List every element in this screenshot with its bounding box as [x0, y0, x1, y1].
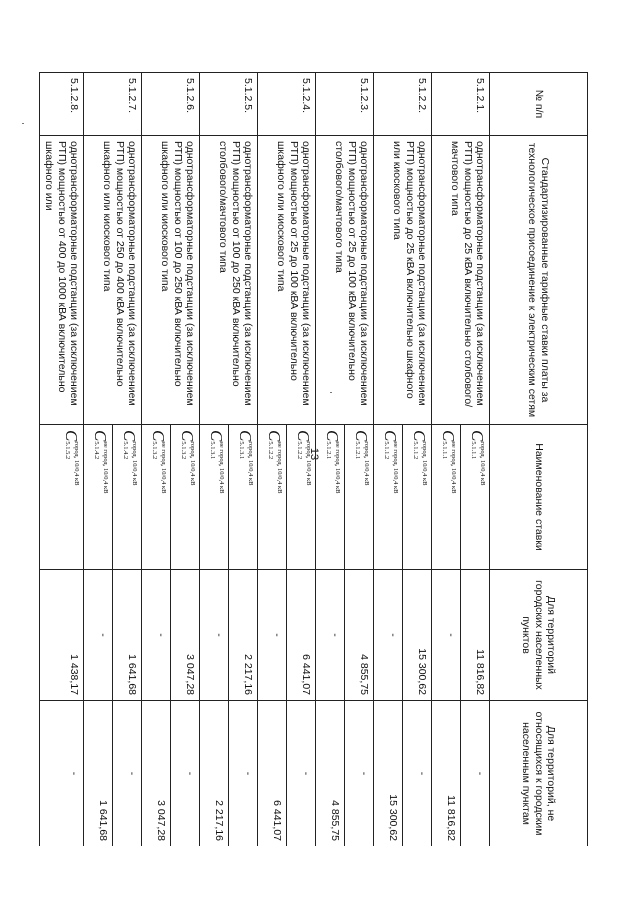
rate-symbol: C	[410, 430, 429, 442]
non-urban-value: 4 855,75	[316, 701, 345, 847]
non-urban-value: 11 816,82	[432, 701, 461, 847]
row-description: однотрансформаторные подстанции (за исключением РТП) мощностью от 100 до 250 кВА включительно столбового/мачтового типа	[200, 136, 258, 425]
rate-superscript: не город, 10/0,4 кВ	[333, 441, 341, 494]
rate-indices	[266, 441, 282, 493]
urban-value: 15 300,62	[403, 570, 432, 701]
row-description: однотрансформаторные подстанции (за исключением РТП) мощностью от 25 до 100 кВА включительно шкафного или киоскового типа	[258, 136, 316, 425]
rate-symbol: C	[236, 430, 255, 442]
rate-indices	[121, 441, 137, 485]
rate-formula	[287, 425, 316, 570]
rate-symbol: C	[149, 430, 168, 442]
header-rate-name: Наименование ставки	[490, 425, 588, 570]
row-number: 5.1.2.7.	[84, 73, 142, 136]
non-urban-value: 1 641,68	[84, 701, 113, 847]
table-row	[39, 73, 83, 847]
rate-superscript: город, 10/0,4 кВ	[304, 441, 312, 486]
rate-superscript: город, 10/0,4 кВ	[420, 441, 428, 486]
rate-indices	[411, 441, 427, 485]
non-urban-value: -	[461, 701, 490, 847]
rate-indices	[63, 441, 79, 485]
rate-subscript: 5.1.1.1	[470, 441, 478, 460]
table-body	[39, 73, 489, 847]
rate-subscript: 5.1.5.2	[64, 441, 72, 460]
rate-symbol: C	[381, 430, 400, 442]
rate-symbol: C	[468, 430, 487, 442]
rate-superscript: город, 10/0,4 кВ	[188, 441, 196, 486]
row-number: 5.1.2.2.	[374, 73, 432, 136]
non-urban-value: 3 047,28	[142, 701, 171, 847]
row-description: однотрансформаторные подстанции (за исключением РТП) мощностью до 25 кВА включительно столбового/мачтового типа	[432, 136, 490, 425]
rate-formula	[39, 425, 83, 570]
rate-indices	[324, 441, 340, 493]
row-number: 5.1.2.6.	[142, 73, 200, 136]
rate-formula	[403, 425, 432, 570]
table-row	[229, 73, 258, 847]
non-urban-value: -	[39, 701, 83, 847]
row-description: однотрансформаторные подстанции (за исключением РТП) мощностью от 100 до 250 кВА включительно шкафного или киоскового типа	[142, 136, 200, 425]
rate-symbol: C	[120, 430, 139, 442]
non-urban-value: -	[345, 701, 374, 847]
non-urban-value: -	[229, 701, 258, 847]
page-number: 13	[308, 447, 321, 461]
table-row	[345, 73, 374, 847]
header-non-urban: Для территорий, не относящихся к городским населенным пунктам	[490, 701, 588, 847]
rate-symbol: C	[91, 430, 110, 442]
urban-value: 6 441,07	[287, 570, 316, 701]
non-urban-value: 2 217,16	[200, 701, 229, 847]
rate-symbol: C	[178, 430, 197, 442]
non-urban-value: 6 441,07	[258, 701, 287, 847]
non-urban-value: 15 300,62	[374, 701, 403, 847]
rate-superscript: город, 10/0,4 кВ	[130, 441, 138, 486]
header-description: Стандартизированные тарифные ставки платы за технологическое присоединение к электрическим сетям	[490, 136, 588, 425]
rate-superscript: не город, 10/0,4 кВ	[101, 441, 109, 494]
rate-symbol: C	[265, 430, 284, 442]
rate-symbol: C	[439, 430, 458, 442]
rate-formula	[200, 425, 229, 570]
header-urban: Для территорий городских населенных пунктов	[490, 570, 588, 701]
header-number: № п/п	[490, 73, 588, 136]
row-number: 5.1.2.1.	[432, 73, 490, 136]
rate-symbol: C	[207, 430, 226, 442]
row-number: 5.1.2.8.	[39, 73, 83, 136]
rate-superscript: не город, 10/0,4 кВ	[217, 441, 225, 494]
urban-value: -	[374, 570, 403, 701]
urban-value: 4 855,75	[345, 570, 374, 701]
rate-subscript: 5.1.4.2	[93, 441, 101, 460]
row-description: однотрансформаторные подстанции (за исключением РТП) мощностью от 25 до 100 кВА включительно столбового/мачтового типа	[316, 136, 374, 425]
rate-formula	[171, 425, 200, 570]
rate-subscript: 5.1.3.2	[180, 441, 188, 460]
rate-formula	[345, 425, 374, 570]
rate-subscript: 5.1.1.2	[383, 441, 391, 460]
row-number: 5.1.2.5.	[200, 73, 258, 136]
urban-value: 11 816,82	[461, 570, 490, 701]
rate-subscript: 5.1.2.2	[267, 441, 275, 460]
table-row	[287, 73, 316, 847]
rate-symbol: C	[62, 430, 81, 442]
non-urban-value: -	[287, 701, 316, 847]
table-row	[461, 73, 490, 847]
rate-formula	[84, 425, 113, 570]
urban-value: -	[432, 570, 461, 701]
rate-subscript: 5.1.2.1	[325, 441, 333, 460]
rate-indices	[353, 441, 369, 485]
table-row	[403, 73, 432, 847]
rate-formula	[229, 425, 258, 570]
rate-formula	[432, 425, 461, 570]
rate-subscript: 5.1.2.1	[354, 441, 362, 460]
urban-value: -	[84, 570, 113, 701]
table-row	[113, 73, 142, 847]
rate-indices	[179, 441, 195, 485]
rate-indices	[150, 441, 166, 493]
tariff-rates-table	[39, 72, 588, 846]
row-description: однотрансформаторные подстанции (за исключением РТП) мощностью от 400 до 1000 кВА включительно шкафного или	[39, 136, 83, 425]
rate-indices	[469, 441, 485, 485]
scan-mark	[22, 123, 24, 124]
rate-superscript: не город, 10/0,4 кВ	[159, 441, 167, 494]
rate-subscript: 5.1.3.1	[209, 441, 217, 460]
rate-superscript: не город, 10/0,4 кВ	[275, 441, 283, 494]
rate-subscript: 5.1.4.2	[122, 441, 130, 460]
rate-superscript: не город, 10/0,4 кВ	[391, 441, 399, 494]
rate-formula	[258, 425, 287, 570]
rate-subscript: 5.1.1.1	[441, 441, 449, 460]
rate-symbol: C	[323, 430, 342, 442]
rate-formula	[461, 425, 490, 570]
non-urban-value: -	[113, 701, 142, 847]
row-description: однотрансформаторные подстанции (за исключением РТП) мощностью от 250 до 400 кВА включительно шкафного или киоскового типа	[84, 136, 142, 425]
urban-value: -	[258, 570, 287, 701]
table-row	[171, 73, 200, 847]
rate-subscript: 5.1.3.2	[151, 441, 159, 460]
row-description: однотрансформаторные подстанции (за исключением РТП) мощностью до 25 кВА включительно шкафного или киоскового типа	[374, 136, 432, 425]
table-viewport	[33, 72, 588, 846]
rate-formula	[113, 425, 142, 570]
non-urban-value: -	[403, 701, 432, 847]
rate-formula	[142, 425, 171, 570]
rate-superscript: город, 10/0,4 кВ	[72, 441, 80, 486]
rate-indices	[295, 441, 311, 485]
urban-value: -	[200, 570, 229, 701]
urban-value: -	[142, 570, 171, 701]
row-number: 5.1.2.3.	[316, 73, 374, 136]
non-urban-value: -	[171, 701, 200, 847]
rate-superscript: не город, 10/0,4 кВ	[449, 441, 457, 494]
rate-subscript: 5.1.3.1	[238, 441, 246, 460]
rate-indices	[440, 441, 456, 493]
rate-symbol: C	[294, 430, 313, 442]
urban-value: 2 217,16	[229, 570, 258, 701]
row-number: 5.1.2.4.	[258, 73, 316, 136]
urban-value: 1 641,68	[113, 570, 142, 701]
rate-symbol: C	[352, 430, 371, 442]
rate-indices	[208, 441, 224, 493]
rate-formula	[316, 425, 345, 570]
rate-indices	[382, 441, 398, 493]
rate-subscript: 5.1.2.2	[296, 441, 304, 460]
rate-indices	[237, 441, 253, 485]
rotated-table-container	[33, 72, 588, 846]
rate-superscript: город, 10/0,4 кВ	[246, 441, 254, 486]
rate-indices	[92, 441, 108, 493]
rate-superscript: город, 10/0,4 кВ	[362, 441, 370, 486]
urban-value: 1 438,17	[39, 570, 83, 701]
urban-value: 3 047,28	[171, 570, 200, 701]
rate-formula	[374, 425, 403, 570]
urban-value: -	[316, 570, 345, 701]
rate-subscript: 5.1.1.2	[412, 441, 420, 460]
rate-superscript: город, 10/0,4 кВ	[478, 441, 486, 486]
